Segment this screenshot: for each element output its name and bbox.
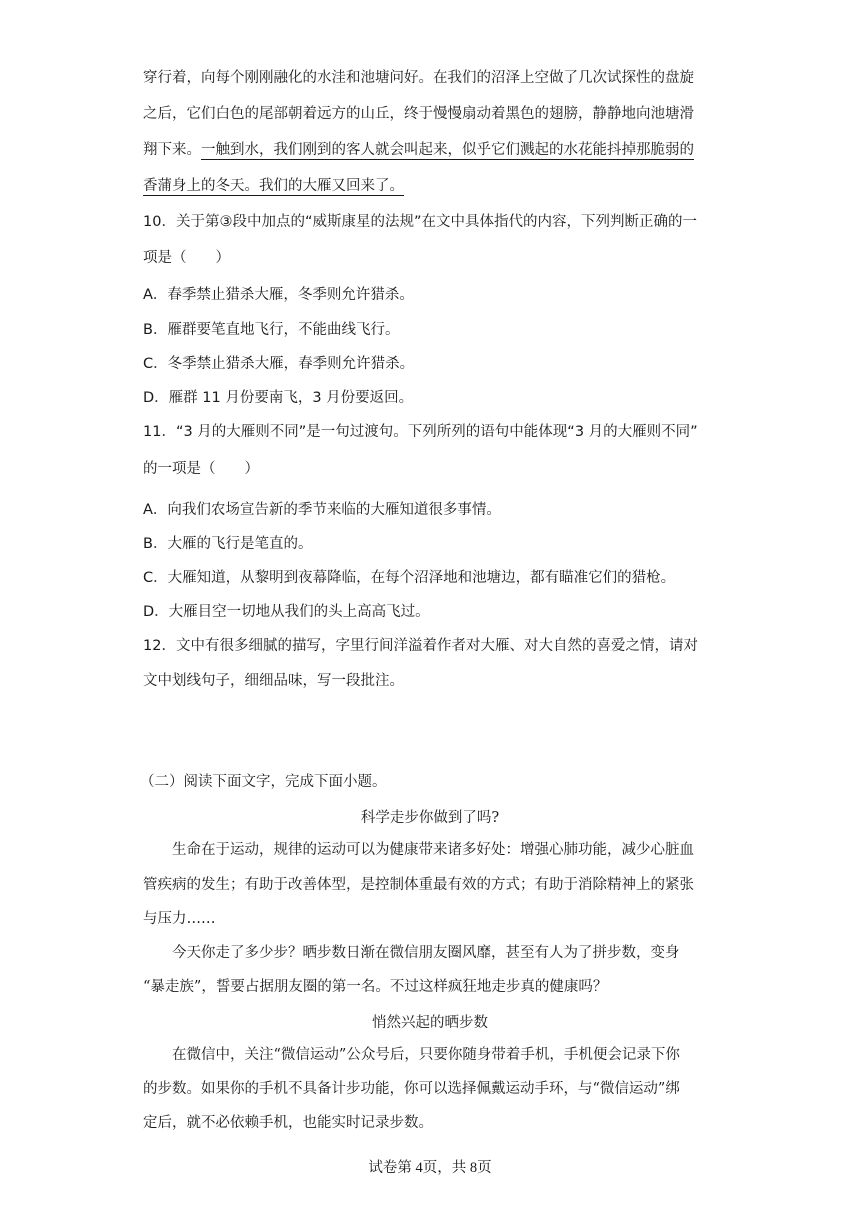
question-12-stem: 12．文中有很多细腻的描写，字里行间洋溢着作者对大雁、对大自然的喜爱之情，请对 (143, 638, 698, 654)
article-paragraph-line: 定后，就不必依赖手机，也能实时记录步数。 (143, 1115, 433, 1131)
article-paragraph-line: 管疾病的发生；有助于改善体型，是控制体重最有效的方式；有助于消除精神上的紧张 (143, 877, 694, 893)
article-paragraph-line: 在微信中，关注“微信运动”公众号后，只要你随身带着手机，手机便会记录下你 (172, 1047, 680, 1063)
article-paragraph-line: 与压力…… (143, 911, 216, 927)
underlined-sentence: 香蒲身上的冬天。我们的大雁又回来了。 (143, 178, 404, 194)
question-10-stem: 10．关于第③段中加点的“威斯康星的法规”在文中具体指代的内容，下列判断正确的一 (143, 214, 697, 230)
article-title: 科学走步你做到了吗? (360, 810, 500, 826)
question-11-option-c: C．大雁知道，从黎明到夜幕降临，在每个沼泽地和池塘边，都有瞄准它们的猎枪。 (143, 570, 676, 586)
question-10-option-b: B．雁群要笔直地飞行，不能曲线飞行。 (143, 322, 400, 338)
question-12-stem: 文中划线句子，细细品味，写一段批注。 (143, 673, 404, 689)
section-heading: （二）阅读下面文字，完成下面小题。 (140, 774, 387, 790)
passage-line: 之后，它们白色的尾部朝着远方的山丘，终于慢慢扇动着黑色的翅膀，静静地向池塘滑 (143, 106, 694, 122)
question-11-stem: 的一项是（ ） (143, 461, 259, 477)
article-subtitle: 悄然兴起的晒步数 (372, 1015, 488, 1031)
question-11-option-d: D．大雁目空一切地从我们的头上高高飞过。 (143, 604, 430, 620)
question-10-stem: 项是（ ） (143, 250, 230, 266)
passage-line: 穿行着，向每个刚刚融化的水洼和池塘问好。在我们的沼泽上空做了几次试探性的盘旋 (143, 70, 694, 86)
question-10-option-c: C．冬季禁止猎杀大雁，春季则允许猎杀。 (143, 356, 415, 372)
question-11-stem: 11．“3 月的大雁则不同”是一句过渡句。下列所列的语句中能体现“3 月的大雁则不同” (143, 424, 698, 440)
page-footer: 试卷第 4页，共 8页 (368, 1160, 492, 1176)
passage-line (143, 140, 694, 160)
article-paragraph-line: “暴走族”，誓要占据朋友圈的第一名。不过这样疯狂地走步真的健康吗？ (143, 979, 608, 995)
underlined-sentence: 一触到水，我们刚到的客人就会叫起来，似乎它们溅起的水花能抖掉那脆弱的 (201, 142, 694, 158)
article-paragraph-line: 生命在于运动，规律的运动可以为健康带来诸多好处：增强心肺功能，减少心脏血 (172, 842, 694, 858)
passage-line (143, 176, 404, 196)
question-11-option-a: A．向我们农场宣告新的季节来临的大雁知道很多事情。 (143, 502, 501, 518)
question-11-option-b: B．大雁的飞行是笔直的。 (143, 536, 313, 552)
article-paragraph-line: 今天你走了多少步？晒步数日渐在微信朋友圈风靡，甚至有人为了拼步数，变身 (172, 945, 680, 961)
passage-text: 翔下来。 (143, 142, 201, 158)
question-10-option-a: A．春季禁止猎杀大雁，冬季则允许猎杀。 (143, 287, 414, 303)
question-10-option-d: D．雁群 11 月份要南飞，3 月份要返回。 (143, 390, 414, 406)
article-paragraph-line: 的步数。如果你的手机不具备计步功能，你可以选择佩戴运动手环，与“微信运动”绑 (143, 1081, 680, 1097)
